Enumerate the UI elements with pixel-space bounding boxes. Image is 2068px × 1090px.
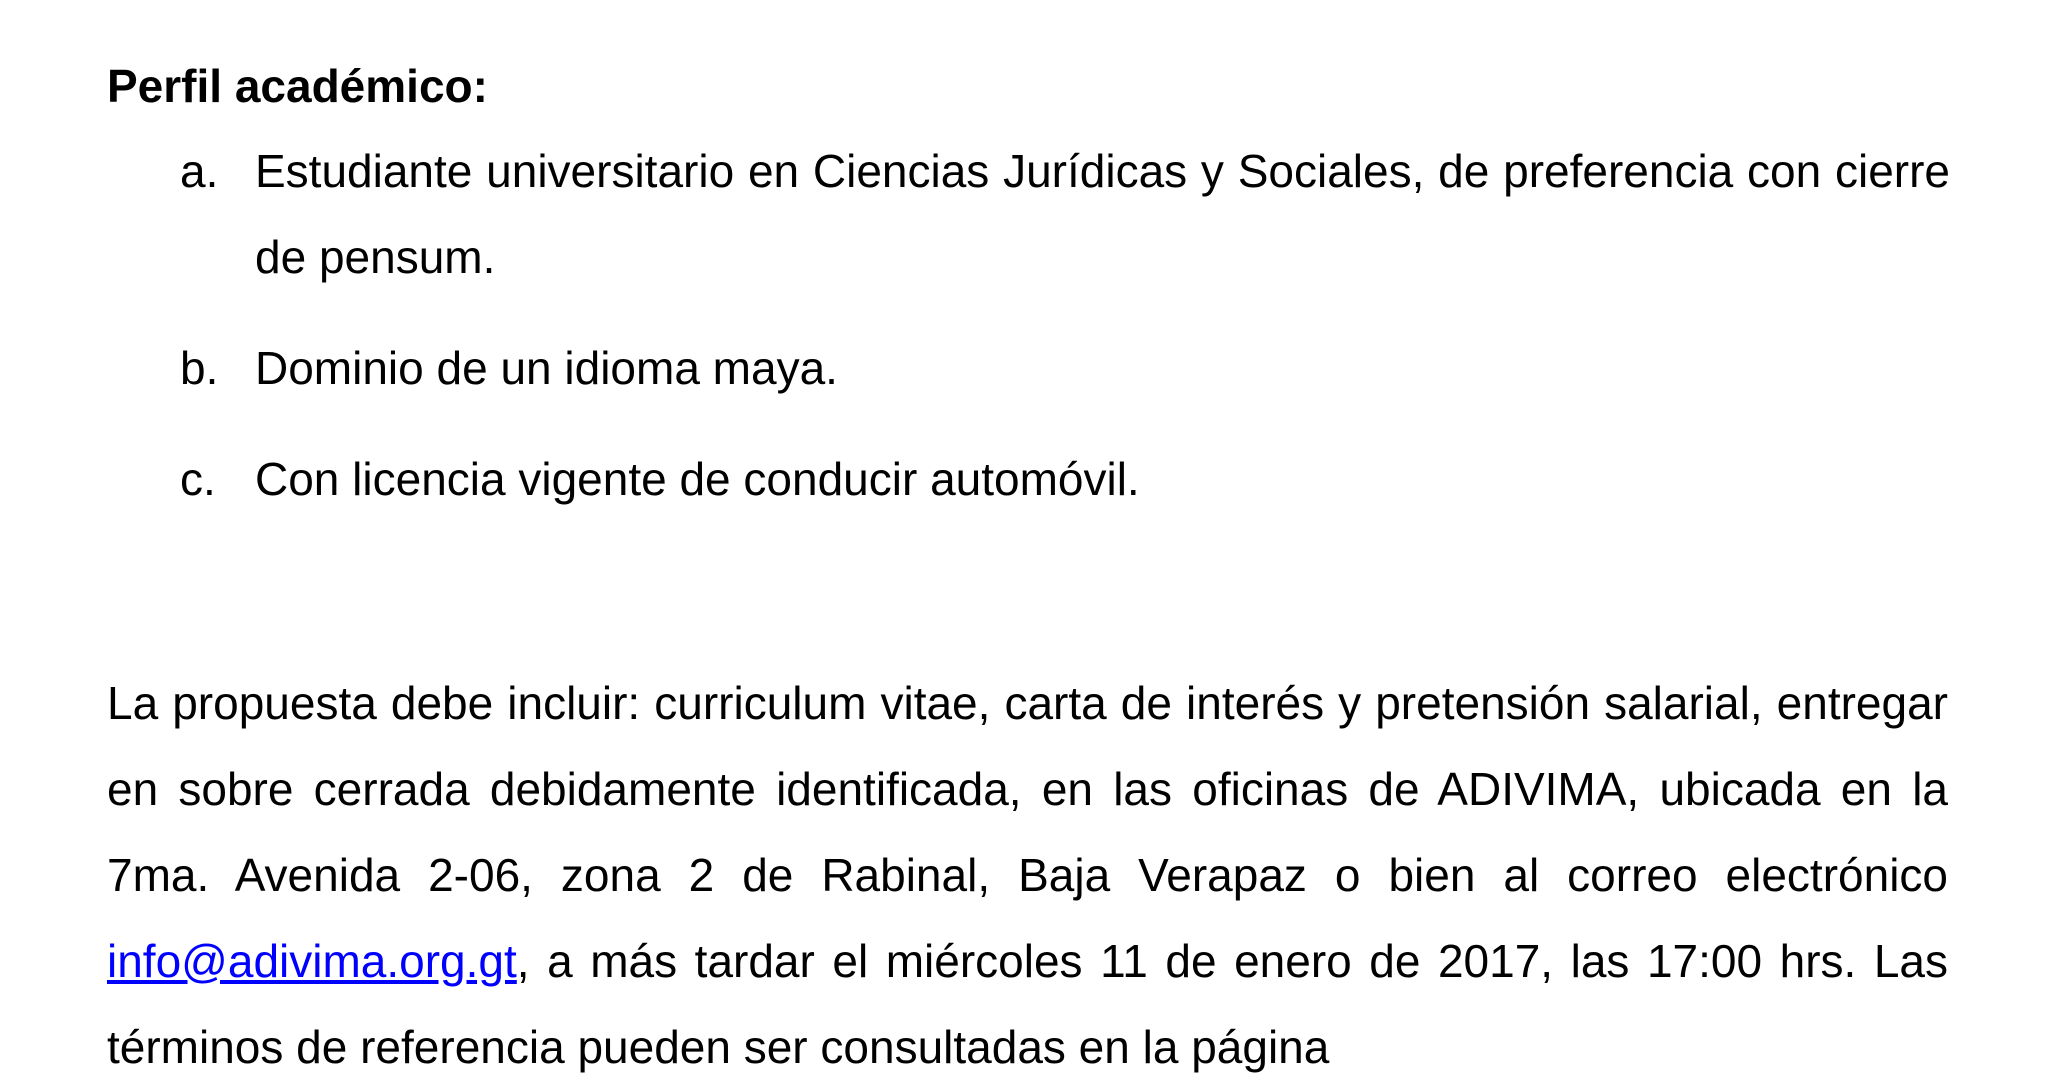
body-paragraph [107, 660, 1948, 1090]
list-item-text: Dominio de un idioma maya. [255, 342, 838, 394]
list-marker: a. [180, 145, 219, 197]
paragraph-text: La propuesta debe incluir: curriculum vitae, carta de interés y pretensión salarial, entregar en sobre cerrada debidamente identificada, en las oficinas de ADIVIMA, ubicada en la 7ma. Avenida 2-06, zona 2 de Rabinal, Baja Verapaz o bien al correo electrónico [107, 677, 1948, 901]
list-item [180, 128, 1950, 300]
email-link[interactable]: info@adivima.org.gt [107, 935, 517, 987]
list-marker: c. [180, 453, 216, 505]
list-marker: b. [180, 342, 219, 394]
list-item [180, 436, 1950, 522]
paragraph-text-continued: , a más tardar el miércoles 11 de enero de 2017, las 17:00 hrs. Las términos de referencia pueden ser consultadas en la página [107, 935, 1948, 1073]
list-item-text: Con licencia vigente de conducir automóvil. [255, 453, 1140, 505]
list-item [180, 325, 1950, 411]
list-item-text: Estudiante universitario en Ciencias Jurídicas y Sociales, de preferencia con cierre de pensum. [255, 145, 1950, 283]
section-heading: Perfil académico: [107, 60, 488, 112]
